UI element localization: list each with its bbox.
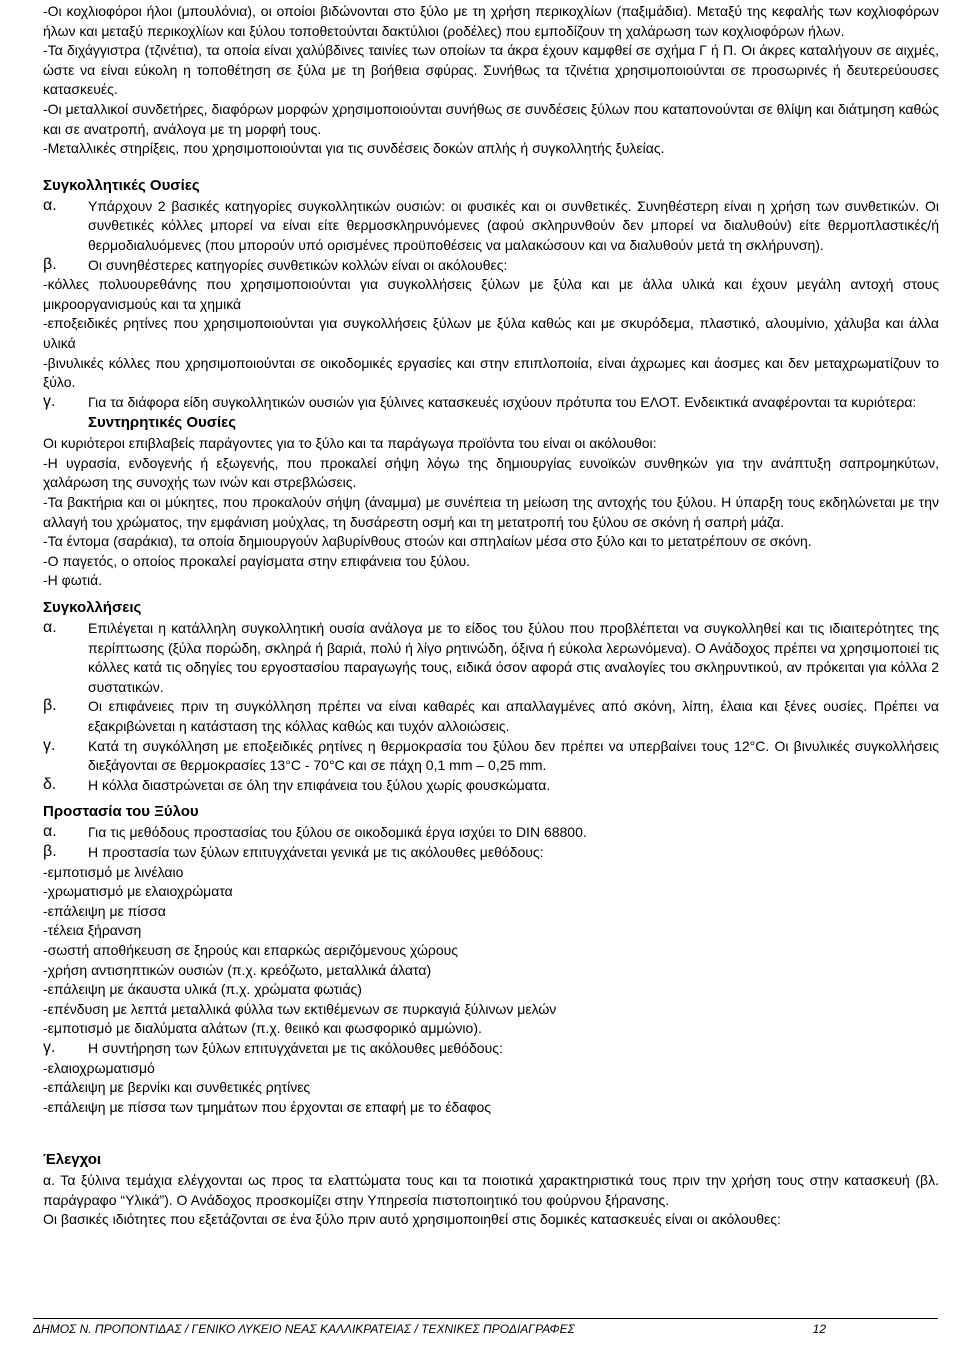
paragraph: -επάλειψη με άκαυστα υλικά (π.χ. χρώματα φωτιάς) (43, 981, 362, 998)
footer-text: ΔΗΜΟΣ Ν. ΠΡΟΠΟΝΤΙΔΑΣ / ΓΕΝΙΚΟ ΛΥΚΕΙΟ ΝΕΑΣ ΚΑΛΛΙΚΡΑΤΕΙΑΣ / ΤΕΧΝΙΚΕΣ ΠΡΟΔΙΑΓΡΑΦΕΣ (33, 1322, 575, 1336)
paragraph: -επένδυση με λεπτά μεταλλικά φύλλα των εκτιθέμενων σε πυρκαγιά ξύλινων μελών (43, 1000, 557, 1017)
paragraph: Οι βασικές ιδιότητες που εξετάζονται σε ένα ξύλο πριν αυτό χρησιμοποιηθεί στις δομικές κατασκευές είναι οι ακόλουθες: (43, 1211, 781, 1228)
paragraph: -Οι κοχλιοφόροι ήλοι (μπουλόνια), οι οποίοι βιδώνονται στο ξύλο με τη χρήση περικοχλίων (παξιμάδια). Μεταξύ της κεφαλής των κοχλιοφόρων ήλων και μεταξύ περικοχλίων και ξύλου τοποθετούνται δακτύλιοι (ροδέλες) που εμποδίζουν τη χαλάρωση των κοχλιοφόρων ήλων. (43, 3, 939, 39)
page-number: 12 (812, 1322, 826, 1336)
paragraph: -εποξειδικές ρητίνες που χρησιμοποιούνται για συγκολλήσεις ξύλων με ξύλα καθώς και με σκυρόδεμα, πλαστικό, αλουμίνιο, χάλυβα και άλλα υλικά (43, 315, 939, 351)
list-text: Η προστασία των ξύλων επιτυγχάνεται γενικά με τις ακόλουθες μεθόδους: (88, 843, 544, 860)
paragraph: -κόλλες πολυουρεθάνης που χρησιμοποιούνται για συγκολλήσεις ξύλων με ξύλα και με άλλα υλικά και έχουν μεγάλη αντοχή στους μικροοργανισμούς και τα χημικά (43, 276, 939, 312)
list-marker: δ. (43, 775, 57, 793)
list-text: Η συντήρηση των ξύλων επιτυγχάνεται με τις ακόλουθες μεθόδους: (88, 1039, 503, 1056)
list-marker: β. (43, 697, 57, 715)
list-text: Για τις μεθόδους προστασίας του ξύλου σε οικοδομικά έργα ισχύει το DIN 68800. (88, 824, 587, 841)
list-text: Υπάρχουν 2 βασικές κατηγορίες συγκολλητικών ουσιών: οι φυσικές και οι συνθετικές. Συνηθέστερη είναι η χρήση των συνθετικών. Οι συνθετικές κόλλες μπορεί να είναι είτε θερμοσκληρυνόμενες (αφού σκληρυνθούν δεν μπορεί να διαλυθούν) είτε θερμοπλαστικές/ή θερμοδιαλυόμενες (που μπορούν υπό ορισμένες προϋποθέσεις να μαλακώσουν και να διαλυθούν μετά τη σκλήρυνση). (88, 197, 939, 253)
paragraph: -Οι μεταλλικοί συνδετήρες, διαφόρων μορφών χρησιμοποιούνται συνήθως σε συνδέσεις ξύλων που καταπονούνται σε θλίψη και διάτμηση καθώς και σε ανατροπή, ανάλογα με τη μορφή τους. (43, 100, 939, 137)
list-item (43, 843, 939, 863)
section-heading: Συντηρητικές Ουσίες (88, 414, 237, 432)
paragraph: -βινυλικές κόλλες που χρησιμοποιούνται σε οικοδομικές εργασίες και στην επιπλοποιία, είναι άχρωμες και άοσμες και δεν μεταχρωματίζουν το ξύλο. (43, 354, 939, 391)
paragraph: -επάλειψη με πίσσα (43, 902, 166, 919)
paragraph: -Ο παγετός, ο οποίος προκαλεί ραγίσματα στην επιφάνεια του ξύλου. (43, 552, 471, 569)
list-text: Η κόλλα διαστρώνεται σε όλη την επιφάνεια του ξύλου χωρίς φουσκώματα. (88, 776, 551, 793)
list-text: Επιλέγεται η κατάλληλη συγκολλητική ουσία ανάλογα με το είδος του ξύλου που προβλέπεται να συγκολληθεί και τις ιδιαιτερότητες της περίπτωσης (ξύλα πορώδη, σκληρά ή βαριά, πολύ ή λίγο ρητινώδη, όξινα ή εύκολα λερωνόμενα). Ο Ανάδοχος πρέπει να χρησιμοποιεί τις κόλλες κατά τις οδηγίες του εργοστασίου παραγωγής τους, ειδικά όσον αφορά στις αναλογίες του σκληρυντικού, αν πρόκειται για κόλλα 2 συστατικών. (88, 620, 939, 695)
list-item (43, 619, 939, 697)
list-item (43, 823, 939, 843)
list-item (43, 776, 939, 796)
paragraph: -Η υγρασία, ενδογενής ή εξωγενής, που προκαλεί σήψη λόγω της δημιουργίας ευνοϊκών συνθηκών για την ανάπτυξη σαπρομηκύτων, χαλάρωση της συνοχής των ινών και στρεβλώσεις. (43, 454, 939, 491)
section-heading: Έλεγχοι (43, 1151, 102, 1169)
paragraph: -χρωματισμό με ελαιοχρώματα (43, 883, 233, 900)
list-item (43, 393, 939, 413)
list-marker: γ. (43, 392, 56, 410)
paragraph: Οι κυριότεροι επιβλαβείς παράγοντες για το ξύλο και τα παράγωγα προϊόντα του είναι οι ακόλουθοι: (43, 435, 657, 452)
list-marker: β. (43, 255, 57, 273)
paragraph: -επάλειψη με πίσσα των τμημάτων που έρχονται σε επαφή με το έδαφος (43, 1098, 491, 1115)
section-heading: Προστασία του Ξύλου (43, 803, 199, 821)
paragraph: -εμποτισμό με διαλύματα αλάτων (π.χ. θειικό και φωσφορικό αμμώνιο). (43, 1020, 482, 1037)
list-item (43, 697, 939, 736)
paragraph: -Τα διχάγγιστρα (τζινέτια), τα οποία είναι χαλύβδινες ταινίες των οποίων τα άκρα έχουν καμφθεί σε σχήμα Γ ή Π. Οι άκρες καταλήγουν σε αιχμές, ώστε να είναι εύκολη η τοποθέτηση σε ξύλα με τη βοήθεια σφύρας. Συνήθως τα τζινέτια χρησιμοποιούνται σε προσωρινές ή δευτερεύουσες κατασκευές. (43, 42, 939, 98)
paragraph: -επάλειψη με βερνίκι και συνθετικές ρητίνες (43, 1079, 311, 1096)
paragraph: -σωστή αποθήκευση σε ξηρούς και επαρκώς αεριζόμενους χώρους (43, 941, 459, 958)
list-text: Κατά τη συγκόλληση με εποξειδικές ρητίνες η θερμοκρασία του ξύλου δεν πρέπει να υπερβαίνει τους 12°C. Οι βινυλικές συγκολλήσεις διεξάγονται σε θερμοκρασίες 13°C - 70°C και σε πάχη 0,1 mm – 0,25 mm. (88, 737, 939, 774)
page-footer (33, 1318, 938, 1336)
paragraph: -Τα βακτήρια και οι μύκητες, που προκαλούν σήψη (άναμμα) με συνέπεια τη μείωση της αντοχής του ξύλου. Η ύπαρξη τους εκδηλώνεται με την αλλαγή του χρώματος, την εμφάνιση μούχλας, τη δυσάρεστη οσμή και τη μετατροπή του ξύλου σε σκόνη ή σαπρή μάζα. (43, 494, 939, 530)
paragraph: -εμποτισμό με λινέλαιο (43, 863, 184, 880)
list-item (43, 1039, 939, 1059)
document-page (43, 2, 939, 1230)
paragraph: α. Τα ξύλινα τεμάχια ελέγχονται ως προς τα ελαττώματα τους και τα ποιοτικά χαρακτηριστικά τους πριν την χρήση τους στην κατασκευή (βλ. παράγραφο “Υλικά”). Ο Ανάδοχος προσκομίζει στην Υπηρεσία πιστοποιητικό του φούρνου ξήρανσης. (43, 1172, 939, 1208)
paragraph: -ελαιοχρωματισμό (43, 1059, 155, 1076)
paragraph: -τέλεια ξήρανση (43, 922, 142, 939)
section-heading: Συγκολλήσεις (43, 599, 142, 617)
list-marker: α. (43, 823, 57, 841)
list-marker: α. (43, 196, 57, 214)
list-item (43, 256, 939, 276)
list-marker: β. (43, 842, 57, 860)
paragraph: -Τα έντομα (σαράκια), τα οποία δημιουργούν λαβυρίνθους στοών και σπηλαίων μέσα στο ξύλο και το μετατρέπουν σε σκόνη. (43, 533, 812, 550)
list-text: Οι συνηθέστερες κατηγορίες συνθετικών κολλών είναι οι ακόλουθες: (88, 256, 508, 273)
paragraph: -Μεταλλικές στηρίξεις, που χρησιμοποιούνται για τις συνδέσεις δοκών απλής ή συγκολλητής ξυλείας. (43, 140, 665, 157)
list-marker: γ. (43, 1038, 56, 1056)
section-heading: Συγκολλητικές Ουσίες (43, 176, 200, 194)
list-item (43, 737, 939, 776)
paragraph: -χρήση αντισηπτικών ουσιών (π.χ. κρεόζωτο, μεταλλικά άλατα) (43, 961, 432, 978)
list-marker: γ. (43, 736, 56, 754)
list-text: Οι επιφάνειες πριν τη συγκόλληση πρέπει να είναι καθαρές και απαλλαγμένες από σκόνη, λίπη, έλαια και ξένες ουσίες. Πρέπει να εξακριβώνεται η κατάσταση της κόλλας καθώς και τυχόν αλλοιώσεις. (88, 698, 939, 734)
paragraph: -Η φωτιά. (43, 572, 103, 589)
list-item (43, 197, 939, 256)
list-marker: α. (43, 619, 57, 637)
list-text: Για τα διάφορα είδη συγκολλητικών ουσιών για ξύλινες κατασκευές ισχύουν πρότυπα του ΕΛΟΤ. Ενδεικτικά αναφέρονται τα κυριότερα: (88, 393, 917, 410)
